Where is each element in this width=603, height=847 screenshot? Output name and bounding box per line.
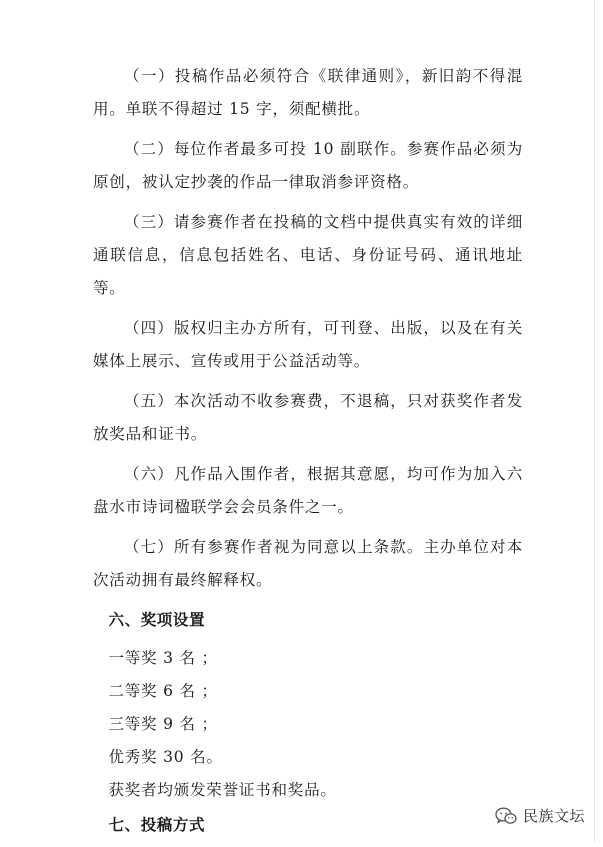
source-watermark	[495, 805, 585, 826]
award-excellence-prize: 优秀奖 30 名。	[108, 748, 223, 766]
paragraph-rule-2: （二）每位作者最多可投 10 副联作。参赛作品必须为原创，被认定抄袭的作品一律取消参评资格。	[93, 140, 523, 191]
paragraph-rule-1: （一）投稿作品必须符合《联律通则》，新旧韵不得混用。单联不得超过 15 字，须配横批。	[93, 67, 523, 118]
paragraph-rule-6: （六）凡作品入围作者，根据其意愿，均可作为加入六盘水市诗词楹联学会会员条件之一。	[93, 465, 523, 516]
paragraph-rule-7: （七）所有参赛作者视为同意以上条款。主办单位对本次活动拥有最终解释权。	[93, 538, 523, 589]
document-body	[93, 60, 523, 847]
award-second-prize: 二等奖 6 名 ；	[108, 682, 218, 700]
page-edge-divider	[594, 0, 595, 842]
award-third-prize: 三等奖 9 名 ；	[108, 715, 218, 733]
award-first-prize: 一等奖 3 名 ；	[108, 649, 218, 667]
section-heading-submission: 七、投稿方式	[108, 816, 206, 834]
paragraph-rule-3: （三）请参赛作者在投稿的文档中提供真实有效的详细通联信息，信息包括姓名、电话、身份证号码、通讯地址等。	[93, 213, 523, 297]
watermark-text: 民族文坛	[522, 807, 585, 825]
section-heading-awards: 六、奖项设置	[108, 611, 206, 629]
paragraph-rule-4: （四）版权归主办方所有，可刊登、出版，以及在有关媒体上展示、宣传或用于公益活动等。	[93, 319, 523, 370]
paragraph-rule-5: （五）本次活动不收参赛费，不退稿，只对获奖作者发放奖品和证书。	[93, 392, 523, 443]
award-note: 获奖者均颁发荣誉证书和奖品。	[108, 781, 337, 799]
wechat-icon	[495, 807, 517, 825]
